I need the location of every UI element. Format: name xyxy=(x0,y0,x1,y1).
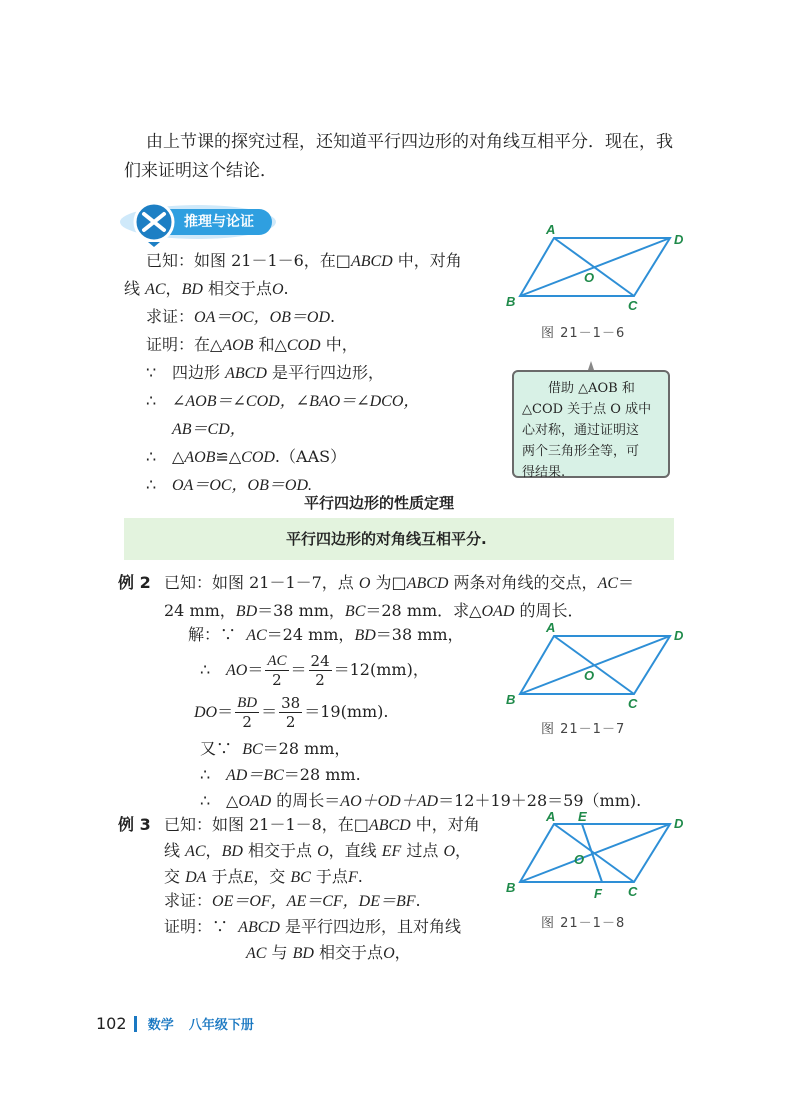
vertex-label-c: C xyxy=(628,696,638,711)
theorem-text: 平行四边形的对角线互相平分. xyxy=(286,530,487,548)
vertex-label-d: D xyxy=(674,816,684,831)
page-number: 102 xyxy=(96,1014,127,1033)
note-line: 得结果. xyxy=(522,465,566,480)
vertex-label-d: D xyxy=(674,232,684,247)
example2-line2: 24 mm，BD＝38 mm，BC＝28 mm．求△OAD 的周长． xyxy=(164,601,584,620)
proof1-proof-head: 证明：在△AOB 和△COD 中， xyxy=(146,335,358,354)
proof1-given-line2: 线 AC，BD 相交于点O. xyxy=(124,279,289,298)
center-label-o: O xyxy=(574,852,585,867)
footer-grade: 八年级下册 xyxy=(188,1018,254,1033)
example2-ad: ∴ AD＝BC＝28 mm. xyxy=(200,765,361,784)
proof1-step4: ∴ △AOB≌△COD.（AAS） xyxy=(146,447,347,466)
example3-line3: 交 DA 于点E，交 BC 于点F. xyxy=(164,867,363,886)
center-label-o: O xyxy=(584,668,595,683)
section-badge xyxy=(118,200,278,244)
figure-caption-21-1-6: 图 21－1－6 xyxy=(541,326,626,341)
page-footer xyxy=(96,1014,254,1034)
example2-solution-1: 解：∵ AC＝24 mm，BD＝38 mm， xyxy=(188,625,464,644)
vertex-label-d: D xyxy=(674,628,684,643)
vertex-label-a: A xyxy=(546,222,556,237)
theorem-title: 平行四边形的性质定理 xyxy=(304,494,455,512)
note-line: 借助 △AOB 和 xyxy=(548,381,635,396)
example-2-label: 例 2 xyxy=(118,573,151,592)
side-note xyxy=(512,370,670,478)
example3-proof-line2: AC 与 BD 相交于点O， xyxy=(246,943,411,962)
proof1-prove: 求证：OA＝OC，OB＝OD. xyxy=(146,307,336,326)
example2-ao-equation: ∴ AO＝ $\frac{AC}{2}$ ＝ $\frac{24}{2}$ ＝12(mm)， xyxy=(200,652,429,689)
vertex-label-c: C xyxy=(628,298,638,313)
center-label-o: O xyxy=(584,270,595,285)
diagonal-bd xyxy=(520,238,670,296)
line-ef xyxy=(582,824,602,882)
figure-21-1-6 xyxy=(500,222,690,312)
parallelogram-diagram-with-line xyxy=(500,809,690,902)
footer-divider xyxy=(134,1016,137,1032)
vertex-label-c: C xyxy=(628,884,638,899)
proof1-step2: ∴ ∠AOB＝∠COD，∠BAO＝∠DCO， xyxy=(146,391,420,410)
proof1-given-line1: 已知：如图 21－1－6，在□ABCD 中，对角 xyxy=(146,251,462,270)
proof1-step5: ∴ OA＝OC，OB＝OD. xyxy=(146,475,312,494)
intro-line-1: 由上节课的探究过程，还知道平行四边形的对角线互相平分．现在，我 xyxy=(146,132,673,152)
example3-proof-line1: 证明：∵ ABCD 是平行四边形，且对角线 xyxy=(164,917,462,936)
point-label-e: E xyxy=(578,809,587,824)
point-label-f: F xyxy=(594,886,602,901)
vertex-label-b: B xyxy=(506,692,516,707)
vertex-label-a: A xyxy=(546,809,556,824)
vertex-label-a: A xyxy=(546,620,556,635)
diagonal-bd xyxy=(520,636,670,694)
example3-prove: 求证：OE＝OF，AE＝CF，DE＝BF. xyxy=(164,891,421,910)
example3-line2: 线 AC，BD 相交于点 O，直线 EF 过点 O， xyxy=(164,841,472,860)
figure-21-1-7 xyxy=(500,622,690,712)
vertex-label-b: B xyxy=(506,880,516,895)
intro-line-2: 们来证明这个结论． xyxy=(124,161,277,181)
proof1-step1: ∵ 四边形 ABCD 是平行四边形， xyxy=(146,363,384,382)
note-line: △COD 关于点 O 成中 xyxy=(522,402,652,417)
example2-do-equation: DO＝ $\frac{BD}{2}$ ＝ $\frac{38}{2}$ ＝19(mm). xyxy=(194,694,389,731)
note-line: 两个三角形全等，可 xyxy=(522,444,640,459)
parallelogram-diagram xyxy=(500,222,690,312)
example3-line1: 已知：如图 21－1－8，在□ABCD 中，对角 xyxy=(164,815,480,834)
example2-bc: 又∵ BC＝28 mm， xyxy=(200,739,351,758)
parallelogram-diagram xyxy=(500,622,690,712)
note-line: 心对称，通过证明这 xyxy=(522,423,640,438)
footer-subject: 数学 xyxy=(147,1018,174,1033)
example2-line1: 已知：如图 21－1－7，点 O 为□ABCD 两条对角线的交点，AC＝ xyxy=(164,573,635,592)
figure-caption-21-1-8: 图 21－1－8 xyxy=(541,916,626,931)
figure-21-1-8 xyxy=(500,809,690,902)
badge-label: 推理与论证 xyxy=(184,214,254,230)
diagonal-bd xyxy=(520,824,670,882)
figure-caption-21-1-7: 图 21－1－7 xyxy=(541,722,626,737)
example-3-label: 例 3 xyxy=(118,815,151,834)
example2-perimeter: ∴ △OAD 的周长＝AO＋OD＋AD＝12＋19＋28＝59（mm). xyxy=(200,791,642,810)
vertex-label-b: B xyxy=(506,294,516,309)
proof1-step3: AB＝CD， xyxy=(172,421,246,438)
